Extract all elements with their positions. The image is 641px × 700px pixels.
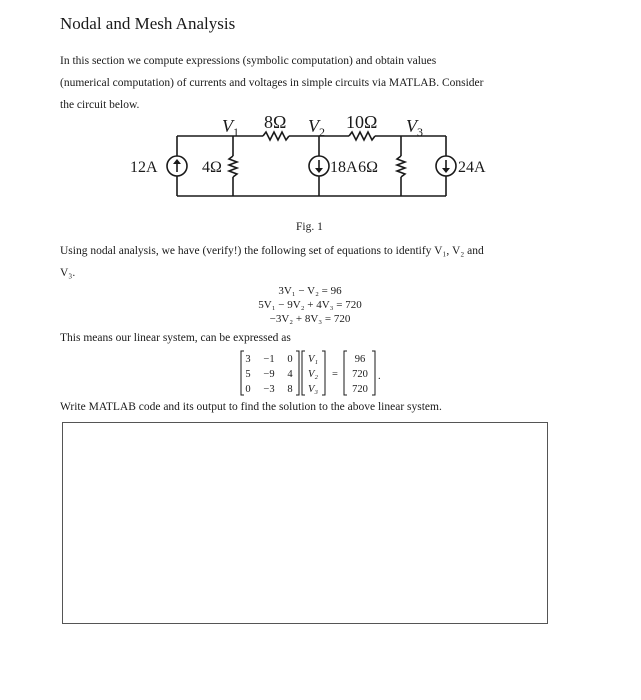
matrix-a-cell: 4 (287, 369, 293, 380)
label-24a: 24A (458, 159, 486, 176)
arrow-down-icon (442, 168, 450, 173)
page-title: Nodal and Mesh Analysis (60, 14, 236, 33)
equation-1: 3V₁ − V₂ = 96 (278, 285, 342, 297)
arrow-down-icon (315, 168, 323, 173)
matrix-b-left-bracket (344, 351, 347, 395)
nodal-paragraph (60, 240, 580, 284)
matrix-a-cell: 0 (245, 384, 251, 395)
matrix-a-cell: −9 (263, 369, 275, 380)
resistor-6-zigzag (397, 156, 405, 177)
intro-line-2: (numerical computation) of currents and voltages in simple circuits via MATLAB. Consider (60, 77, 484, 89)
equation-3: −3V₂ + 8V₃ = 720 (269, 313, 351, 325)
resistor-10-zigzag (349, 132, 375, 140)
matrix-a-cell: 8 (287, 384, 293, 395)
label-v3: $V_3$ (406, 116, 423, 139)
label-4ohm: 4Ω (202, 159, 222, 176)
label-18a: 18A (330, 159, 358, 176)
matrix-x-right-bracket (322, 351, 325, 395)
matrix-x-left-bracket (302, 351, 305, 395)
matrix-b-right-bracket (372, 351, 375, 395)
matrix-b-cell: 720 (352, 384, 368, 395)
label-6ohm: 6Ω (358, 159, 378, 176)
matrix-equation (240, 349, 390, 397)
label-v2: $V_2$ (308, 116, 325, 139)
circuit-diagram (120, 110, 510, 202)
intro-line-3: the circuit below. (60, 99, 140, 111)
matrix-equals-sign: = (332, 369, 338, 380)
arrow-up-icon (173, 159, 181, 164)
figure-caption: Fig. 1 (296, 221, 323, 233)
matrix-a-cell: −3 (263, 384, 275, 395)
matrix-b-cell: 96 (354, 354, 366, 365)
matrix-a-cell: 3 (245, 354, 251, 365)
nodal-line-2: V₃. (60, 267, 76, 279)
label-v1: $V_1$ (222, 116, 239, 139)
matrix-a-cell: 0 (287, 354, 293, 365)
nodal-line-1: Using nodal analysis, we have (verify!) the following set of equations to identify V₁, V₂ and (60, 245, 484, 257)
label-r8: 8Ω (264, 112, 287, 132)
answer-box[interactable] (62, 422, 548, 624)
matrix-trailing-period: . (378, 371, 381, 382)
equation-block (230, 284, 390, 326)
resistor-8-zigzag (263, 132, 289, 140)
linear-system-text: This means our linear system, can be expressed as (60, 332, 291, 344)
equation-2: 5V₁ − 9V₂ + 4V₃ = 720 (258, 299, 362, 311)
intro-line-1: In this section we compute expressions (symbolic computation) and obtain values (60, 55, 437, 67)
instruction-text: Write MATLAB code and its output to find the solution to the above linear system. (60, 401, 442, 413)
matrix-b-cell: 720 (352, 369, 368, 380)
matrix-a-cell: −1 (263, 354, 275, 365)
matrix-a-cell: 5 (245, 369, 251, 380)
label-12a: 12A (130, 159, 158, 176)
matrix-x-cell: V₁ (307, 354, 319, 365)
matrix-x-cell: V₃ (307, 384, 319, 395)
resistor-4-zigzag (229, 156, 237, 177)
label-r10: 10Ω (346, 112, 378, 132)
matrix-x-cell: V₂ (307, 369, 319, 380)
intro-paragraph (60, 50, 560, 116)
matrix-a-left-bracket (241, 351, 244, 395)
matrix-a-right-bracket (296, 351, 299, 395)
